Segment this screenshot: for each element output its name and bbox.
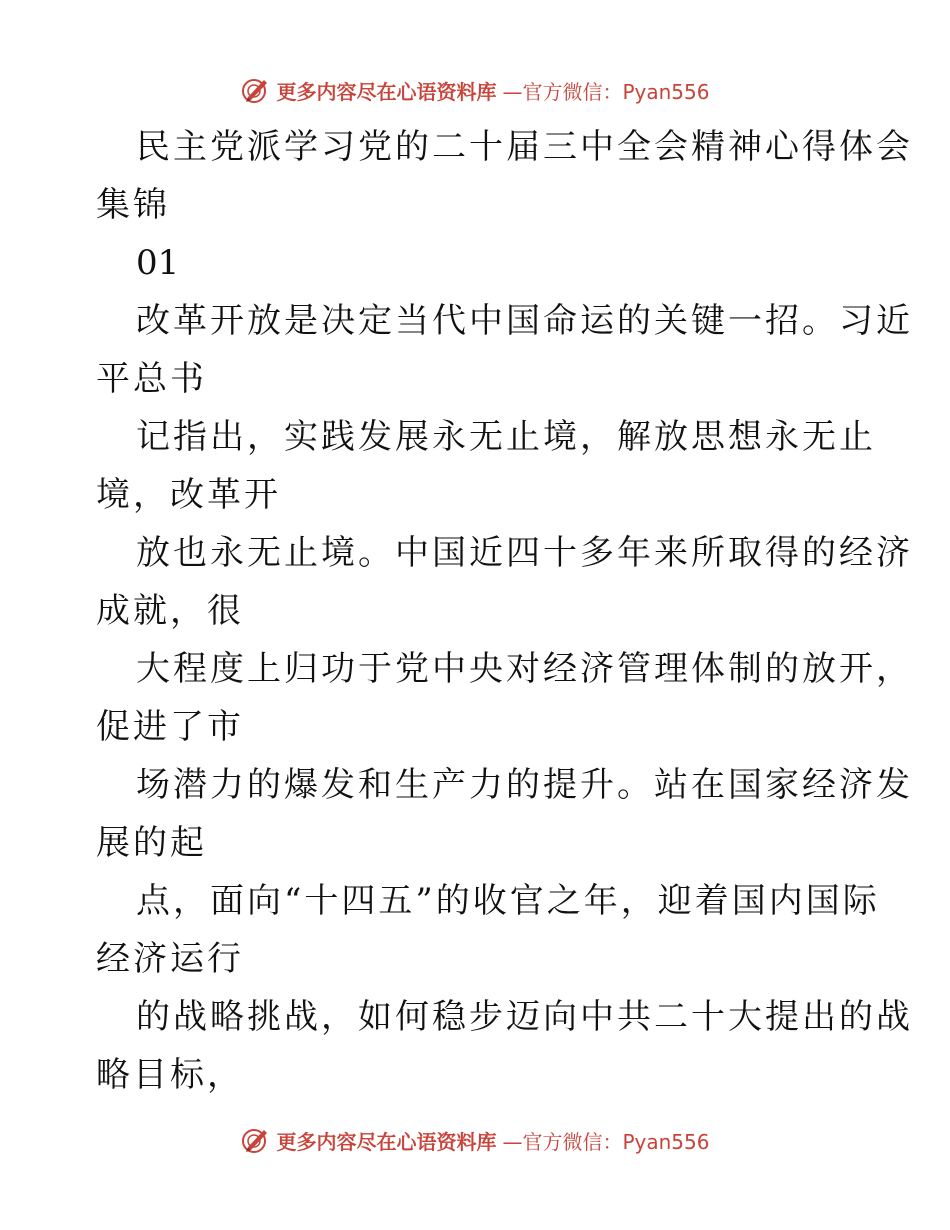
header-watermark-banner [0, 70, 950, 110]
header-contact-text: —官方微信：Pyan556 [502, 79, 710, 104]
paragraph-line: 经济运行 [96, 939, 244, 979]
paragraph-line: 的战略挑战，如何稳步迈向中共二十大提出的战 [136, 997, 913, 1037]
pen-logo-icon [240, 75, 270, 105]
paragraph-line: 平总书 [96, 359, 207, 399]
paragraph-line: 点，面向“十四五”的收官之年，迎着国内国际 [136, 881, 880, 921]
paragraph-line: 成就，很 [96, 591, 244, 631]
paragraph-line: 略目标， [96, 1055, 244, 1095]
pen-logo-icon [240, 1125, 270, 1155]
title-line-1: 民主党派学习党的二十届三中全会精神心得体会 [136, 127, 913, 167]
footer-contact-text: —官方微信：Pyan556 [502, 1129, 710, 1154]
paragraph-line: 展的起 [96, 823, 207, 863]
title-line-2: 集锦 [96, 185, 170, 225]
section-number: 01 [136, 243, 180, 283]
paragraph-line: 大程度上归功于党中央对经济管理体制的放开， [136, 649, 913, 689]
paragraph-line: 促进了市 [96, 707, 244, 747]
paragraph-line: 境，改革开 [96, 475, 281, 515]
footer-watermark-banner [0, 1120, 950, 1160]
header-brand-text: 更多内容尽在心语资料库 [276, 79, 497, 104]
document-body [96, 118, 913, 1104]
paragraph-line: 记指出，实践发展永无止境，解放思想永无止 [136, 417, 876, 457]
paragraph-line: 放也永无止境。中国近四十多年来所取得的经济 [136, 533, 913, 573]
paragraph-line: 场潜力的爆发和生产力的提升。站在国家经济发 [136, 765, 913, 805]
paragraph-line: 改革开放是决定当代中国命运的关键一招。习近 [136, 301, 913, 341]
footer-brand-text: 更多内容尽在心语资料库 [276, 1129, 497, 1154]
